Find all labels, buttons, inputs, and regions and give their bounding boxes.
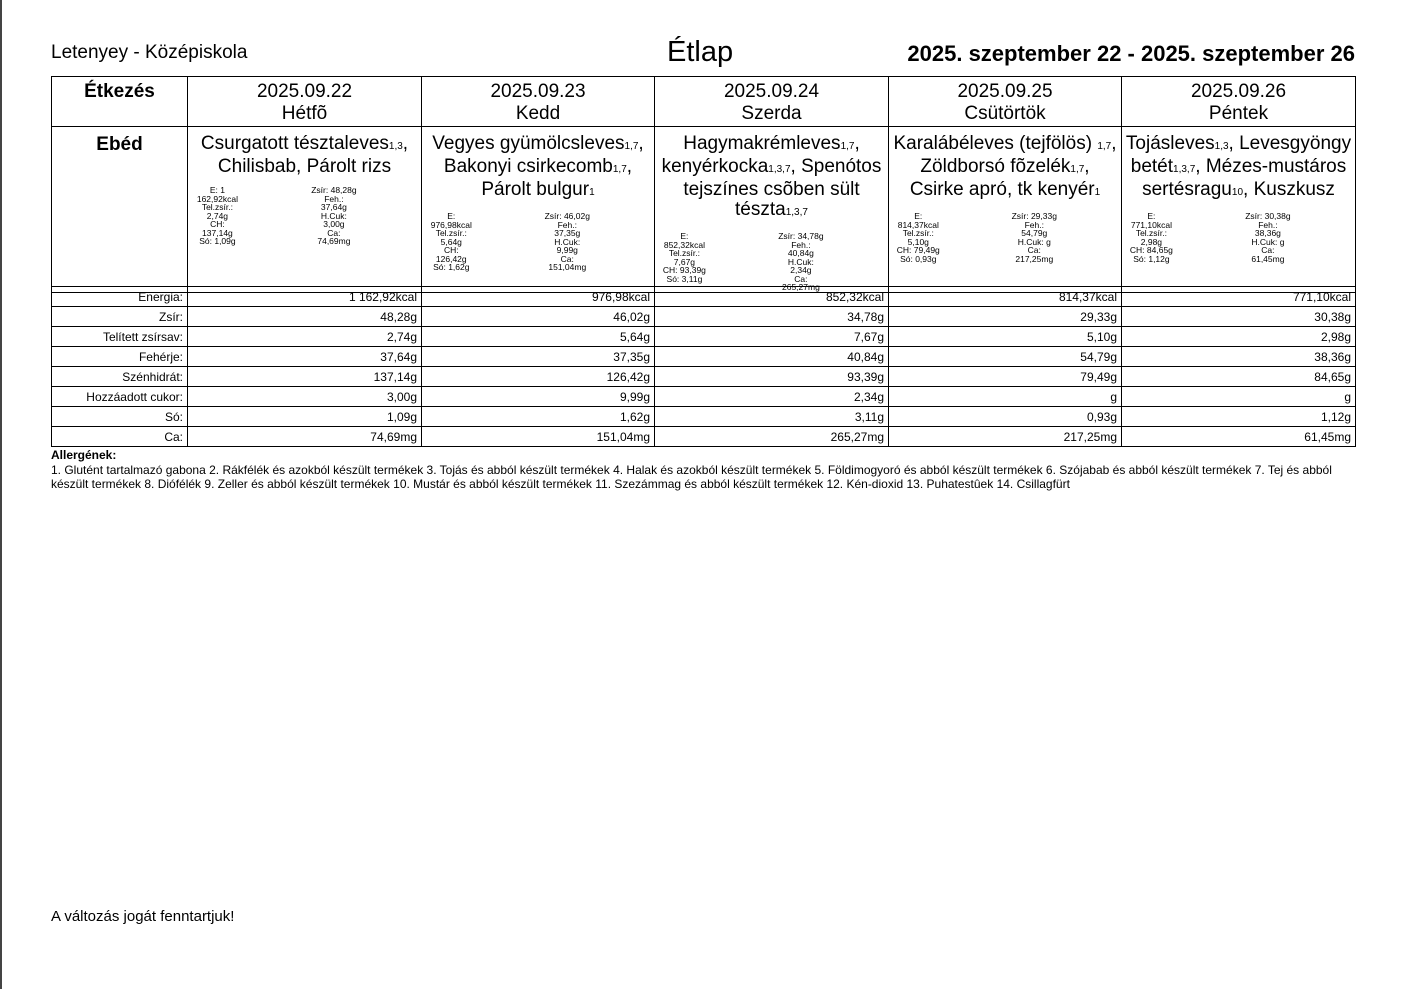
nutrition-line: Só: 1,62g: [433, 262, 470, 272]
dish-name: [655, 127, 888, 223]
nutrition-line: H.Cuk: g: [1017, 236, 1051, 247]
day-header: [889, 77, 1122, 127]
nutrient-value: 151,04mg: [422, 427, 655, 447]
day-date: 2025.09.22: [256, 81, 353, 102]
allergen-codes: 1,3,7: [785, 207, 808, 218]
day-header: [1122, 77, 1356, 127]
nutrient-value: g: [889, 387, 1122, 407]
nutrition-line: Zsír: 29,33g: [1011, 211, 1057, 221]
nutrient-label: Fehérje:: [52, 347, 188, 367]
nutrient-value: 84,65g: [1122, 367, 1356, 387]
day-date: 2025.09.24: [723, 81, 820, 102]
dish-text: Csurgatott tésztaleves: [200, 133, 389, 154]
nutrition-table: [51, 286, 1356, 447]
nutrient-value: 1,12g: [1122, 407, 1356, 427]
nutrient-value: 3,00g: [188, 387, 422, 407]
nutrient-value: 852,32kcal: [655, 287, 889, 307]
menu-table: [51, 76, 1356, 293]
nutrition-line: Zsír: 34,78g: [778, 231, 824, 241]
nutrition-line: Ca: 151,04mg: [548, 253, 587, 272]
allergens-list: 1. Glutént tartalmazó gabona 2. Rákfélék és azokból készült termékek 3. Tojás és abból készült termékek 4. Halak és azokból készült termékek 5. Földimogyoró és abból készült termékek 6. Szójabab és abból készült termékek 7. Tej és abból készült termékek 8. Diófélék 9. Zeller és abból készült termékek 10. Mustár és abból készült termékek 11. Szezámmag és abból készült termékek 12. Kén-dioxid 13. Puhatestûek 14. Csillagfürt: [51, 463, 1332, 491]
nutrient-value: 217,25mg: [889, 427, 1122, 447]
nutrient-label: Zsír:: [52, 307, 188, 327]
nutrition-summary: [422, 212, 654, 272]
nutrient-value: 2,34g: [655, 387, 889, 407]
nutrition-column: [194, 186, 299, 246]
nutrient-value: 30,38g: [1122, 307, 1356, 327]
nutrition-summary: [889, 212, 1121, 263]
nutrient-value: 1,09g: [188, 407, 422, 427]
nutrition-line: Zsír: 46,02g: [544, 211, 590, 221]
nutrient-value: 5,64g: [422, 327, 655, 347]
nutrition-row: [52, 407, 1356, 427]
nutrient-value: 79,49g: [889, 367, 1122, 387]
allergen-codes: 10: [1231, 187, 1244, 198]
page-left-border: [0, 0, 2, 989]
nutrient-value: 976,98kcal: [422, 287, 655, 307]
dish-text: , Chilisbab, Párolt rizs: [217, 133, 409, 177]
nutrient-value: 37,35g: [422, 347, 655, 367]
nutrient-label: Hozzáadott cukor:: [52, 387, 188, 407]
nutrient-value: 9,99g: [422, 387, 655, 407]
lunch-cell: [655, 127, 889, 293]
nutrition-line: CH: 79,49g: [896, 245, 940, 255]
day-header: [188, 77, 422, 127]
nutrient-label: Energia:: [52, 287, 188, 307]
nutrition-line: Ca: 61,45mg: [1251, 245, 1285, 264]
nutrient-label: Szénhidrát:: [52, 367, 188, 387]
dish-text: , Spenótos tejszínes csõben sült tészta: [683, 156, 882, 220]
nutrition-line: H.Cuk: 9,99g: [554, 236, 581, 255]
day-header: [655, 77, 889, 127]
nutrition-summary: [1122, 212, 1355, 263]
nutrition-line: E: 771,10kcal: [1130, 211, 1172, 230]
footer-note: A változás jogát fenntartjuk!: [51, 908, 235, 925]
allergen-codes: 1,7: [624, 141, 639, 152]
allergen-codes: 1,7: [840, 141, 855, 152]
dish-text: , Kuszkusz: [1243, 179, 1335, 200]
dish-name: [422, 127, 654, 203]
nutrition-line: Tel.zsír.: 2,74g: [201, 202, 233, 221]
nutrition-line: Só: 1,12g: [1133, 253, 1170, 264]
nutrient-value: 2,98g: [1122, 327, 1356, 347]
meal-column-header: Étkezés: [52, 77, 188, 127]
nutrient-label: Só:: [52, 407, 188, 427]
nutrition-line: CH: 93,39g: [662, 265, 706, 275]
nutrition-summary: [655, 232, 888, 292]
dish-text: , Levesgyöngy betét: [1130, 133, 1352, 177]
nutrient-label: Telített zsírsav:: [52, 327, 188, 347]
nutrient-value: 93,39g: [655, 367, 889, 387]
nutrient-value: 137,14g: [188, 367, 422, 387]
nutrition-line: Ca: 74,69mg: [317, 227, 351, 246]
nutrient-value: 0,93g: [889, 407, 1122, 427]
nutrient-value: 7,67g: [655, 327, 889, 347]
nutrition-line: Só: 1,09g: [199, 236, 236, 246]
nutrient-value: 40,84g: [655, 347, 889, 367]
nutrition-row: [52, 347, 1356, 367]
nutrition-line: Tel.zsír.: 5,10g: [902, 228, 934, 247]
nutrient-value: 48,28g: [188, 307, 422, 327]
nutrition-column: [1011, 212, 1115, 263]
nutrition-row: [52, 367, 1356, 387]
day-weekday: Szerda: [741, 103, 802, 124]
nutrition-line: Zsír: 30,38g: [1245, 211, 1291, 221]
nutrition-line: Só: 0,93g: [900, 253, 937, 264]
nutrition-column: [428, 212, 532, 272]
day-weekday: Kedd: [515, 103, 561, 124]
nutrient-value: 54,79g: [889, 347, 1122, 367]
allergen-codes: 1,7: [612, 164, 627, 175]
allergen-codes: 1,3: [388, 141, 403, 152]
nutrition-line: Feh.: 37,35g: [554, 219, 581, 238]
nutrient-value: 38,36g: [1122, 347, 1356, 367]
page-title: Étlap: [667, 36, 734, 68]
allergen-codes: 1,7: [1097, 141, 1112, 152]
nutrition-line: H.Cuk: g: [1251, 236, 1285, 247]
nutrition-line: E: 1 162,92kcal: [196, 185, 238, 204]
lunch-cell: [188, 127, 422, 293]
school-name: Letenyey - Középiskola: [51, 42, 248, 63]
nutrient-value: 1 162,92kcal: [188, 287, 422, 307]
allergens-title: Allergének:: [51, 448, 117, 462]
dish-name: [889, 127, 1121, 203]
nutrition-line: H.Cuk: 2,34g: [787, 256, 814, 275]
dish-name: [188, 127, 421, 177]
day-date: 2025.09.26: [1190, 81, 1287, 102]
nutrition-line: E: 814,37kcal: [897, 211, 939, 230]
lunch-cell: [889, 127, 1122, 293]
nutrition-line: Feh.: 37,64g: [320, 193, 347, 212]
nutrient-value: 126,42g: [422, 367, 655, 387]
nutrient-value: 61,45mg: [1122, 427, 1356, 447]
dish-text: , Csirke apró, tk kenyér: [909, 156, 1095, 200]
allergen-codes: 1,3,7: [768, 164, 791, 175]
nutrition-row: [52, 287, 1356, 307]
allergen-codes: 1,7: [1070, 164, 1085, 175]
day-date: 2025.09.23: [490, 81, 586, 102]
date-range: 2025. szeptember 22 - 2025. szeptember 26: [907, 41, 1355, 66]
dish-text: , Bakonyi csirkecomb: [443, 133, 644, 177]
nutrition-line: E: 852,32kcal: [663, 231, 705, 250]
nutrition-column: [1244, 212, 1349, 263]
nutrition-line: CH: 126,42g: [435, 245, 467, 264]
day-weekday: Hétfõ: [281, 103, 328, 124]
nutrition-line: Feh.: 38,36g: [1254, 219, 1281, 238]
nutrition-row: [52, 427, 1356, 447]
dish-text: , Párolt bulgur: [481, 156, 633, 200]
nutrient-value: 771,10kcal: [1122, 287, 1356, 307]
nutrition-line: Tel.zsír.: 7,67g: [668, 248, 700, 267]
dish-text: , Zöldborsó fõzelék: [920, 133, 1117, 177]
meal-label: Ebéd: [52, 127, 188, 293]
dish-text: Tojásleves: [1125, 133, 1215, 154]
nutrition-line: Feh.: 54,79g: [1021, 219, 1048, 238]
lunch-cell: [1122, 127, 1356, 293]
nutrition-line: Zsír: 48,28g: [311, 185, 357, 195]
nutrient-value: 265,27mg: [655, 427, 889, 447]
lunch-row: [52, 127, 1356, 293]
nutrition-line: Ca: 217,25mg: [1015, 245, 1054, 264]
day-weekday: Péntek: [1208, 103, 1269, 124]
allergen-codes: 1,3,7: [1173, 164, 1196, 175]
nutrition-row: [52, 307, 1356, 327]
dish-text: , kenyérkocka: [661, 133, 860, 177]
nutrition-line: E: 976,98kcal: [430, 211, 472, 230]
allergen-codes: 1: [1094, 187, 1101, 198]
nutrient-value: 46,02g: [422, 307, 655, 327]
nutrition-column: [895, 212, 999, 263]
nutrition-line: Ca: 265,27mg: [782, 273, 820, 292]
nutrition-line: Tel.zsír.: 2,98g: [1135, 228, 1167, 247]
nutrition-line: CH: 84,65g: [1129, 245, 1173, 255]
nutrition-row: [52, 327, 1356, 347]
nutrition-column: [544, 212, 648, 272]
dish-text: , Mézes-mustáros sertésragu: [1142, 156, 1347, 200]
nutrition-summary: [188, 186, 421, 246]
nutrient-value: g: [1122, 387, 1356, 407]
nutrient-value: 1,62g: [422, 407, 655, 427]
nutrition-column: [661, 232, 766, 292]
nutrition-line: Tel.zsír.: 5,64g: [435, 228, 467, 247]
day-header: [422, 77, 655, 127]
nutrient-label: Ca:: [52, 427, 188, 447]
allergen-codes: 1: [589, 187, 595, 198]
nutrition-line: Feh.: 40,84g: [787, 239, 814, 258]
dish-text: Hagymakrémleves: [683, 133, 841, 154]
nutrient-value: 3,11g: [655, 407, 889, 427]
day-date: 2025.09.25: [957, 81, 1053, 102]
nutrient-value: 34,78g: [655, 307, 889, 327]
nutrition-line: CH: 137,14g: [202, 219, 233, 238]
nutrition-column: [1128, 212, 1233, 263]
nutrient-value: 29,33g: [889, 307, 1122, 327]
allergen-codes: 1,3: [1214, 141, 1229, 152]
dish-name: [1122, 127, 1355, 203]
nutrition-column: [310, 186, 415, 246]
nutrient-value: 74,69mg: [188, 427, 422, 447]
nutrition-line: H.Cuk: 3,00g: [320, 210, 347, 229]
nutrient-value: 37,64g: [188, 347, 422, 367]
dish-text: Karalábéleves (tejfölös): [893, 133, 1098, 154]
document-header: [51, 36, 1355, 72]
nutrition-column: [777, 232, 882, 292]
nutrition-row: [52, 387, 1356, 407]
nutrient-value: 5,10g: [889, 327, 1122, 347]
dish-text: Vegyes gyümölcsleves: [432, 133, 625, 154]
lunch-cell: [422, 127, 655, 293]
menu-header-row: [52, 77, 1356, 127]
nutrient-value: 814,37kcal: [889, 287, 1122, 307]
nutrient-value: 2,74g: [188, 327, 422, 347]
day-weekday: Csütörtök: [964, 103, 1046, 124]
nutrition-line: Só: 3,11g: [666, 273, 703, 284]
